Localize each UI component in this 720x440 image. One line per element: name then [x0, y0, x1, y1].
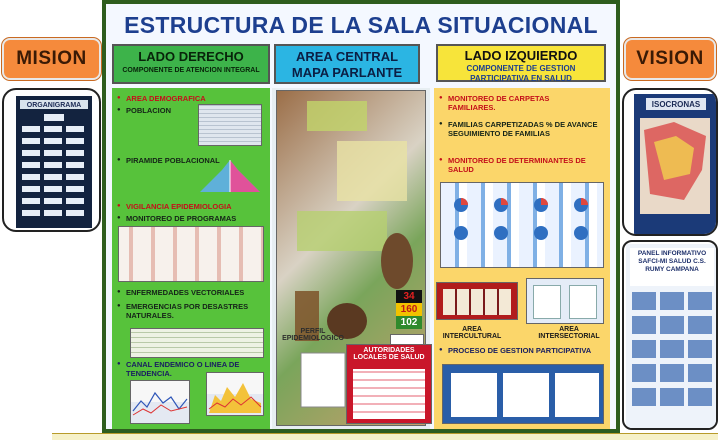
semaforo-yellow-value: 160	[396, 303, 422, 316]
lado-derecho-header	[112, 44, 270, 84]
isocronas-label: ISOCRONAS	[651, 100, 701, 109]
canal-chart-1	[130, 380, 190, 424]
item-determinantes: ● MONITOREO DE DETERMINANTES DE SALUD	[448, 156, 598, 174]
area-central-header	[274, 44, 420, 84]
mision-label: MISION	[16, 48, 87, 69]
item-gestion-participativa: ● PROCESO DE GESTION PARTICIPATIVA	[448, 346, 608, 355]
item-emergencias: ● EMERGENCIAS POR DESASTRES NATURALES.	[126, 302, 266, 320]
panel-informativo-photo	[622, 240, 718, 430]
situational-room-board	[102, 0, 620, 440]
semaforo-indicator	[396, 290, 422, 329]
semaforo-green-value: 102	[396, 316, 422, 329]
intercultural-photo	[436, 282, 518, 320]
vectoriales-table	[130, 328, 264, 358]
lado-izquierdo-title: LADO IZQUIERDO	[464, 48, 578, 63]
mision-tag	[2, 38, 101, 80]
organigrama-label: ORGANIGRAMA	[26, 102, 82, 109]
lado-izquierdo-subtitle-1: COMPONENTE DE GESTION	[466, 64, 576, 73]
autoridades-board	[346, 344, 432, 424]
item-area-demografica: ● AREA DEMOGRAFICA	[126, 94, 246, 103]
item-familias: ● FAMILIAS CARPETIZADAS % DE AVANCE SEGUIMIENTO DE FAMILIAS	[448, 120, 598, 138]
isocronas-photo	[622, 88, 718, 236]
gestion-participativa-photo	[442, 364, 604, 424]
organigrama-board	[4, 90, 101, 232]
lado-izquierdo-header	[436, 44, 606, 82]
canal-chart-2	[206, 372, 264, 416]
lado-derecho-column	[112, 88, 270, 429]
pyramid-graphic	[194, 158, 266, 196]
lado-derecho-subtitle: COMPONENTE DE ATENCION INTEGRAL	[122, 67, 260, 74]
item-monitoreo-programas: ● MONITOREO DE PROGRAMAS	[126, 214, 266, 223]
item-piramide: ● PIRAMIDE POBLACIONAL	[126, 156, 246, 165]
item-vigilancia: ● VIGILANCIA EPIDEMIOLOGIA	[126, 202, 266, 211]
poblacion-table	[198, 104, 262, 146]
bottom-caption-bar	[52, 433, 718, 440]
lado-derecho-title: LADO DERECHO	[138, 49, 244, 64]
autoridades-label: AUTORIDADES LOCALES DE SALUD	[353, 347, 425, 361]
determinantes-photo	[440, 182, 604, 268]
item-poblacion: ● POBLACION	[126, 106, 196, 115]
lado-izquierdo-column	[434, 88, 610, 429]
area-intersectorial-label: AREA INTERSECTORIAL	[538, 326, 600, 340]
mapa-parlante-title: MAPA PARLANTE	[291, 65, 403, 80]
programas-photo	[118, 226, 264, 282]
item-canal-endemico: ● CANAL ENDEMICO O LINEA DE TENDENCIA.	[126, 360, 246, 378]
intersectorial-photo	[526, 278, 604, 324]
organigrama-photo	[2, 88, 101, 232]
item-carpetas: ● MONITOREO DE CARPETAS FAMILIARES.	[448, 94, 598, 112]
item-enfermedades: ● ENFERMEDADES VECTORIALES	[126, 288, 266, 297]
vision-tag	[624, 38, 716, 80]
semaforo-red-value: 34	[396, 290, 422, 303]
page-title: ESTRUCTURA DE LA SALA SITUACIONAL	[124, 12, 598, 38]
panel-label: PANEL INFORMATIVO SAFCI-MI SALUD C.S. RUMY CAMPANA	[637, 250, 707, 273]
area-intercultural-label: AREA INTERCULTURAL	[442, 326, 502, 340]
panel-informativo-board	[624, 242, 718, 430]
area-central-title: AREA CENTRAL	[295, 49, 399, 64]
vision-label: VISION	[636, 48, 704, 69]
perfil-label: PERFIL EPIDEMIOLOGICO	[282, 328, 344, 342]
lado-izquierdo-subtitle-2: PARTICIPATIVA EN SALUD	[470, 74, 572, 83]
isocronas-board	[624, 90, 718, 236]
